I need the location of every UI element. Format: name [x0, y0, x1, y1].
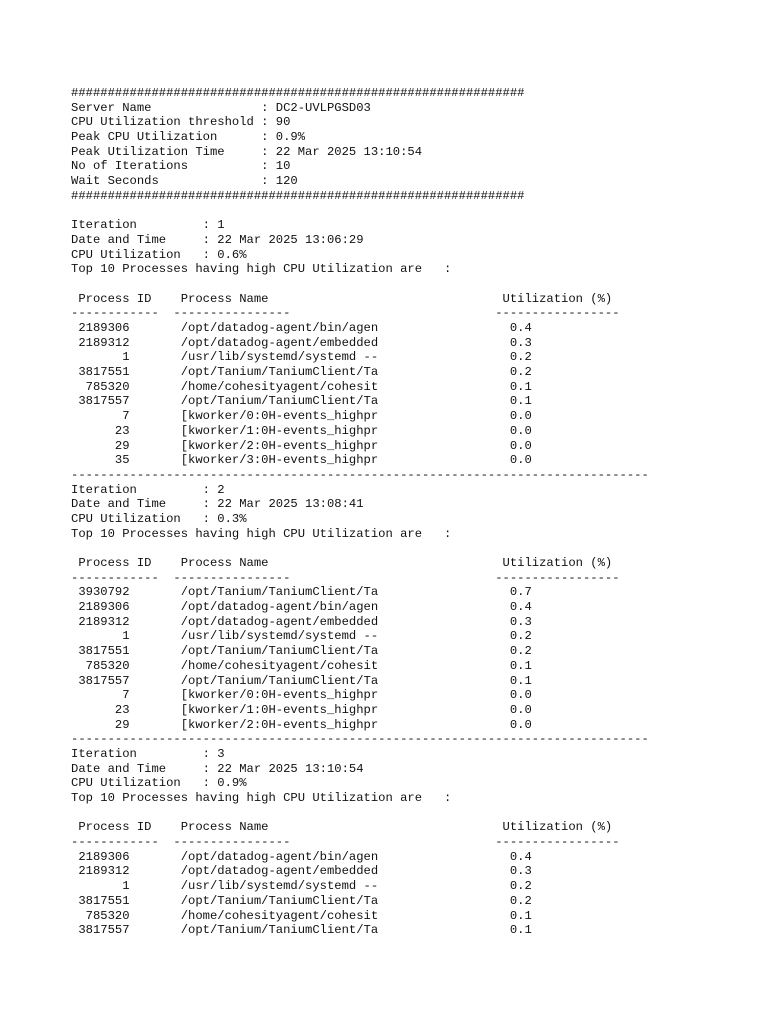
process-row: 7 [kworker/0:0H-events_highpr 0.0: [71, 688, 532, 703]
header-border: ##############################################################: [71, 188, 525, 203]
process-row: 3817557 /opt/Tanium/TaniumClient/Ta 0.1: [71, 394, 532, 409]
process-row: 2189312 /opt/datadog-agent/embedded 0.3: [71, 335, 532, 350]
iteration-number: Iteration : 3: [71, 746, 225, 761]
process-row: 29 [kworker/2:0H-events_highpr 0.0: [71, 717, 532, 732]
process-table-header: Process ID Process Name Utilization (%): [71, 291, 613, 306]
process-row: 2189306 /opt/datadog-agent/bin/agen 0.4: [71, 600, 532, 615]
process-row: 3817551 /opt/Tanium/TaniumClient/Ta 0.2: [71, 893, 532, 908]
header-field: Wait Seconds : 120: [71, 174, 298, 189]
iteration-cpu-utilization: CPU Utilization : 0.9%: [71, 776, 247, 791]
iteration-cpu-utilization: CPU Utilization : 0.6%: [71, 247, 247, 262]
process-table-header: Process ID Process Name Utilization (%): [71, 820, 613, 835]
process-row: 3930792 /opt/Tanium/TaniumClient/Ta 0.7: [71, 585, 532, 600]
iteration-separator: -------------------------------------------------------------------------------: [71, 467, 649, 482]
iteration-number: Iteration : 2: [71, 482, 225, 497]
process-table-header: Process ID Process Name Utilization (%): [71, 556, 613, 570]
header-field: Peak Utilization Time : 22 Mar 2025 13:10:54: [71, 144, 423, 159]
iteration-cpu-utilization: CPU Utilization : 0.3%: [71, 511, 247, 526]
process-row: 3817557 /opt/Tanium/TaniumClient/Ta 0.1: [71, 923, 532, 938]
blank-line: [71, 277, 649, 292]
process-row: 785320 /home/cohesityagent/cohesit 0.1: [71, 658, 532, 673]
blank-line: [71, 204, 649, 219]
top-processes-heading: Top 10 Processes having high CPU Utilization are :: [71, 526, 452, 541]
process-row: 2189306 /opt/datadog-agent/bin/agen 0.4: [71, 321, 532, 335]
blank-line: [71, 541, 649, 556]
process-row: 3817551 /opt/Tanium/TaniumClient/Ta 0.2: [71, 365, 532, 380]
process-row: 35 [kworker/3:0H-events_highpr 0.0: [71, 453, 532, 468]
report-document: [71, 86, 649, 938]
iteration-separator: -------------------------------------------------------------------------------: [71, 732, 649, 747]
top-processes-heading: Top 10 Processes having high CPU Utilization are :: [71, 262, 452, 277]
process-row: 1 /usr/lib/systemd/systemd -- 0.2: [71, 629, 532, 644]
iteration-number: Iteration : 1: [71, 218, 225, 233]
header-field: No of Iterations : 10: [71, 159, 291, 174]
process-row: 2189312 /opt/datadog-agent/embedded 0.3: [71, 864, 532, 879]
header-field: Peak CPU Utilization : 0.9%: [71, 130, 306, 145]
process-table-rule: ------------ ---------------- -----------------: [71, 306, 620, 321]
process-row: 2189312 /opt/datadog-agent/embedded 0.3: [71, 614, 532, 629]
process-row: 3817557 /opt/Tanium/TaniumClient/Ta 0.1: [71, 673, 532, 688]
process-row: 785320 /home/cohesityagent/cohesit 0.1: [71, 379, 532, 394]
iteration-date-time: Date and Time : 22 Mar 2025 13:10:54: [71, 761, 364, 776]
process-row: 785320 /home/cohesityagent/cohesit 0.1: [71, 908, 532, 923]
process-row: 3817551 /opt/Tanium/TaniumClient/Ta 0.2: [71, 644, 532, 659]
top-processes-heading: Top 10 Processes having high CPU Utilization are :: [71, 791, 452, 805]
process-row: 7 [kworker/0:0H-events_highpr 0.0: [71, 409, 532, 424]
process-table-rule: ------------ ---------------- -----------------: [71, 835, 620, 850]
process-row: 2189306 /opt/datadog-agent/bin/agen 0.4: [71, 849, 532, 864]
process-row: 23 [kworker/1:0H-events_highpr 0.0: [71, 702, 532, 717]
process-row: 23 [kworker/1:0H-events_highpr 0.0: [71, 423, 532, 438]
iteration-date-time: Date and Time : 22 Mar 2025 13:08:41: [71, 497, 364, 512]
process-table-rule: ------------ ---------------- -----------------: [71, 570, 620, 585]
process-row: 1 /usr/lib/systemd/systemd -- 0.2: [71, 350, 532, 365]
header-field: Server Name : DC2-UVLPGSD03: [71, 100, 371, 115]
process-row: 29 [kworker/2:0H-events_highpr 0.0: [71, 438, 532, 453]
header-border: ##############################################################: [71, 86, 525, 100]
header-field: CPU Utilization threshold : 90: [71, 115, 291, 130]
blank-line: [71, 806, 649, 821]
iteration-date-time: Date and Time : 22 Mar 2025 13:06:29: [71, 232, 364, 247]
process-row: 1 /usr/lib/systemd/systemd -- 0.2: [71, 879, 532, 894]
